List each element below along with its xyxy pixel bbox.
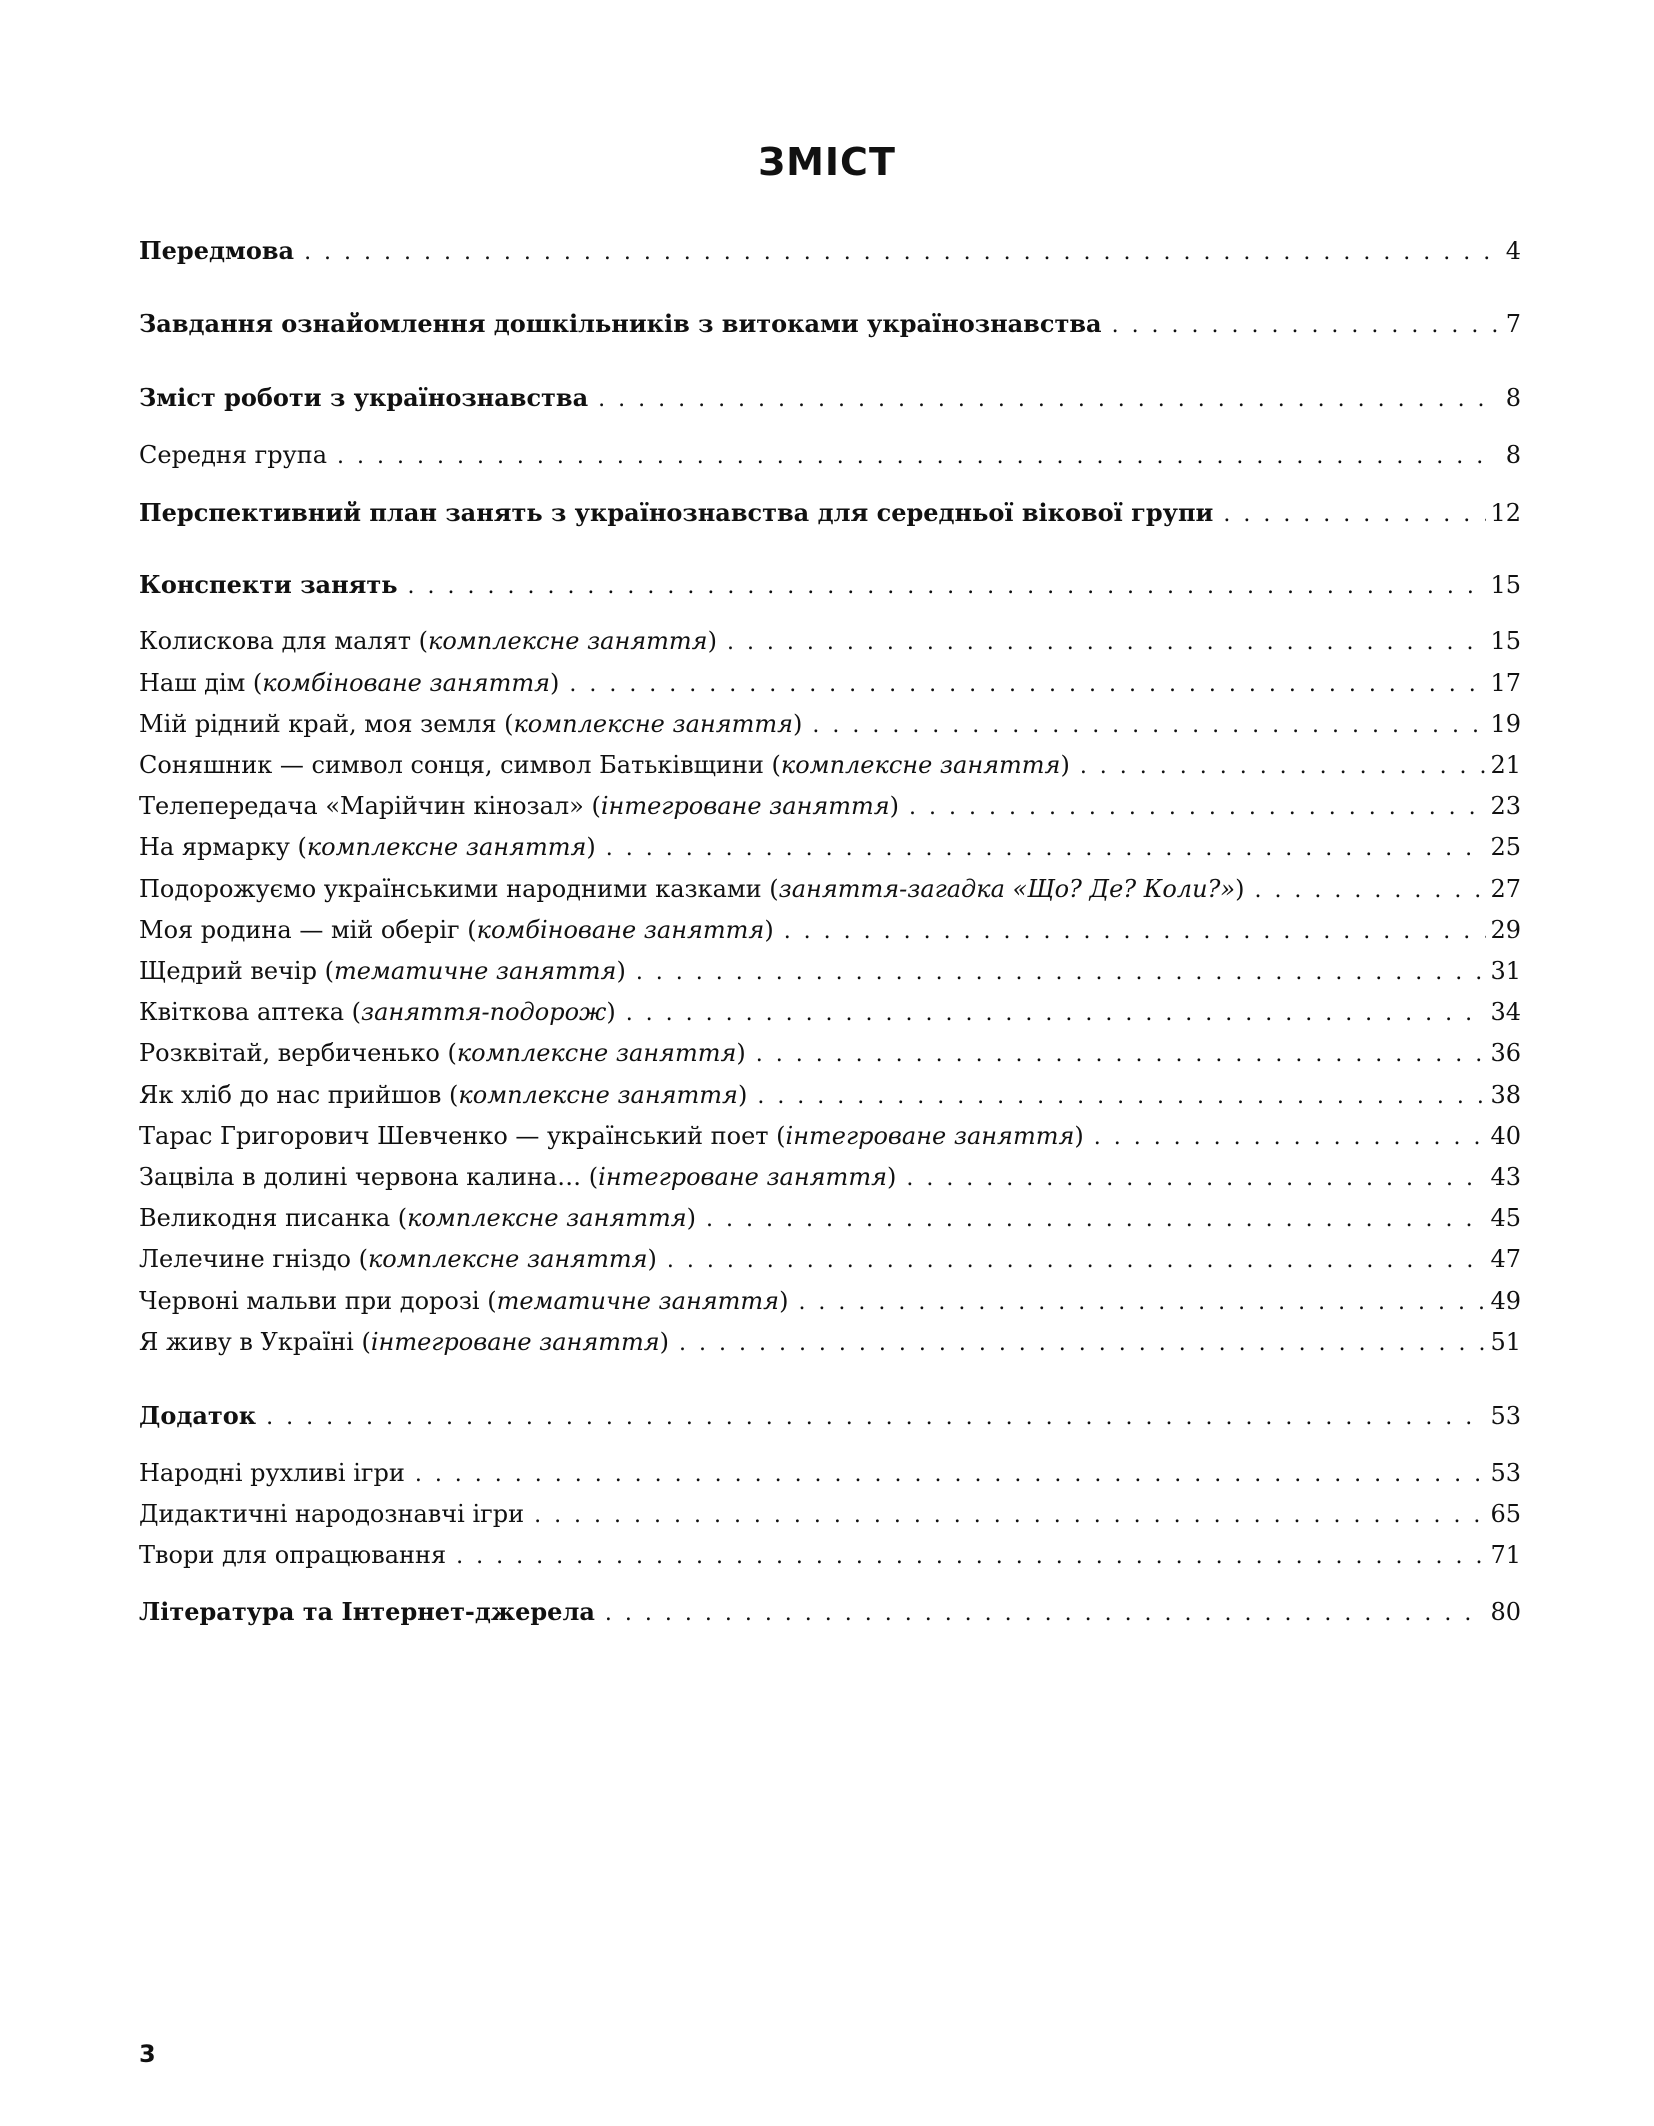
toc-entry-page: 45	[1490, 1204, 1521, 1232]
toc-entry-page: 80	[1490, 1598, 1521, 1626]
toc-entry-title: Передмова	[139, 236, 295, 265]
dot-leader	[906, 1160, 1486, 1196]
toc-entry	[139, 568, 1521, 602]
toc-entry	[139, 1399, 1521, 1433]
toc-entry-page: 49	[1490, 1287, 1521, 1315]
dot-leader	[534, 1497, 1486, 1533]
page-number: 3	[139, 2040, 156, 2068]
toc-entry-page: 34	[1490, 998, 1521, 1026]
dot-leader	[626, 995, 1487, 1031]
toc-entry-title: Соняшник — символ сонця, символ Батьківщини (комплексне заняття)	[139, 751, 1070, 779]
toc-entry-title: Моя родина — мій оберіг (комбіноване заняття)	[139, 916, 774, 944]
toc-entry-page: 43	[1490, 1163, 1521, 1191]
dot-leader	[1254, 872, 1486, 908]
toc-entry-page: 71	[1490, 1541, 1521, 1569]
toc-entry	[139, 913, 1521, 947]
dot-leader	[1223, 496, 1486, 532]
toc-entry	[139, 381, 1521, 415]
toc-entry-page: 53	[1490, 1459, 1521, 1487]
toc-entry-page: 4	[1505, 237, 1521, 265]
toc-entry-type: комбіноване заняття	[476, 916, 765, 944]
dot-leader	[909, 789, 1486, 825]
toc-entry-type: інтегроване заняття	[600, 792, 890, 820]
toc-entry	[139, 789, 1521, 823]
toc-entry-page: 51	[1490, 1328, 1521, 1356]
toc-entry-page: 27	[1490, 875, 1521, 903]
toc-entry	[139, 666, 1521, 700]
toc-entry-page: 23	[1490, 792, 1521, 820]
dot-leader	[757, 1078, 1486, 1114]
toc-entry-title: Телепередача «Марійчин кінозал» (інтегроване заняття)	[139, 792, 900, 820]
dot-leader	[415, 1456, 1487, 1492]
dot-leader	[798, 1284, 1486, 1320]
dot-leader	[569, 666, 1486, 702]
toc-entry-type: тематичне заняття	[333, 957, 617, 985]
toc-entry-title: Як хліб до нас прийшов (комплексне заняття)	[139, 1081, 748, 1109]
dot-leader	[784, 913, 1487, 949]
toc-entry-type: заняття-подорож	[361, 998, 607, 1026]
dot-leader	[727, 624, 1487, 660]
toc-entry-type: комплексне заняття	[367, 1245, 648, 1273]
toc-entry-title: Література та Інтернет-джерела	[139, 1597, 595, 1626]
toc-entry	[139, 872, 1521, 906]
toc-entry-title: Щедрий вечір (тематичне заняття)	[139, 957, 626, 985]
page-title: ЗМІСТ	[758, 140, 896, 184]
toc-entry-title: Твори для опрацювання	[139, 1541, 447, 1569]
toc-entry-page: 12	[1490, 499, 1521, 527]
dot-leader	[606, 830, 1487, 866]
toc-entry	[139, 1242, 1521, 1276]
toc-entry-title: Тарас Григорович Шевченко — український поет (інтегроване заняття)	[139, 1122, 1084, 1150]
table-of-contents	[139, 0, 1521, 2126]
toc-entry-type: комплексне заняття	[456, 1039, 737, 1067]
toc-entry-type: інтегроване заняття	[785, 1122, 1075, 1150]
dot-leader	[756, 1036, 1487, 1072]
toc-entry-type: комплексне заняття	[780, 751, 1061, 779]
dot-leader	[706, 1201, 1486, 1237]
toc-entry-type: комплексне заняття	[513, 710, 794, 738]
toc-entry-title: Подорожуємо українськими народними казками (заняття-загадка «Що? Де? Коли?»)	[139, 875, 1245, 903]
dot-leader	[408, 568, 1487, 604]
toc-entry-type: комплексне заняття	[428, 627, 708, 655]
dot-leader	[812, 707, 1486, 743]
toc-entry-title: Наш дім (комбіноване заняття)	[139, 669, 560, 697]
toc-entry	[139, 1078, 1521, 1112]
toc-entry-page: 31	[1490, 957, 1521, 985]
toc-entry	[139, 707, 1521, 741]
toc-entry-type: інтегроване заняття	[370, 1328, 660, 1356]
toc-entry-page: 36	[1490, 1039, 1521, 1067]
toc-entry-page: 25	[1490, 833, 1521, 861]
toc-entry-title: Середня група	[139, 441, 328, 469]
toc-entry-page: 15	[1490, 627, 1521, 655]
dot-leader	[636, 954, 1487, 990]
toc-entry-page: 8	[1505, 441, 1521, 469]
dot-leader	[304, 234, 1497, 270]
toc-entry	[139, 1595, 1521, 1629]
toc-entry	[139, 954, 1521, 988]
toc-entry	[139, 307, 1521, 341]
toc-entry-title: Квіткова аптека (заняття-подорож)	[139, 998, 616, 1026]
toc-entry	[139, 748, 1521, 782]
toc-entry-page: 15	[1490, 571, 1521, 599]
toc-entry	[139, 1538, 1521, 1572]
toc-entry-page: 38	[1490, 1081, 1521, 1109]
toc-entry	[139, 1160, 1521, 1194]
toc-entry-page: 7	[1505, 310, 1521, 338]
toc-entry	[139, 438, 1521, 472]
dot-leader	[598, 381, 1497, 417]
toc-entry-page: 53	[1490, 1402, 1521, 1430]
toc-entry	[139, 234, 1521, 268]
toc-entry-title: Червоні мальви при дорозі (тематичне заняття)	[139, 1287, 789, 1315]
toc-entry-title: Колискова для малят (комплексне заняття)	[139, 627, 717, 655]
toc-entry-title: На ярмарку (комплексне заняття)	[139, 833, 596, 861]
toc-entry-type: заняття-загадка «Що? Де? Коли?»	[778, 875, 1236, 903]
toc-entry-type: комбіноване заняття	[262, 669, 550, 697]
toc-entry-page: 29	[1490, 916, 1521, 944]
toc-entry-title: Великодня писанка (комплексне заняття)	[139, 1204, 697, 1232]
toc-entry-title: Народні рухливі ігри	[139, 1459, 405, 1487]
toc-entry	[139, 496, 1521, 530]
toc-entry-type: тематичне заняття	[496, 1287, 780, 1315]
toc-entry-title: Зміст роботи з українознавства	[139, 383, 589, 412]
toc-entry-type: інтегроване заняття	[598, 1163, 887, 1191]
toc-entry	[139, 1119, 1521, 1153]
dot-leader	[1080, 748, 1487, 784]
toc-entry-title: Дидактичні народознавчі ігри	[139, 1500, 525, 1528]
toc-entry-title: Зацвіла в долині червона калина… (інтегроване заняття)	[139, 1163, 897, 1191]
toc-entry-title: Мій рідний край, моя земля (комплексне заняття)	[139, 710, 803, 738]
toc-entry	[139, 995, 1521, 1029]
toc-entry-page: 40	[1490, 1122, 1521, 1150]
toc-entry	[139, 1497, 1521, 1531]
toc-entry-page: 8	[1505, 384, 1521, 412]
toc-entry-page: 47	[1490, 1245, 1521, 1273]
toc-entry-type: комплексне заняття	[407, 1204, 687, 1232]
dot-leader	[679, 1325, 1486, 1361]
toc-entry	[139, 830, 1521, 864]
toc-entry	[139, 1201, 1521, 1235]
toc-entry-title: Додаток	[139, 1401, 257, 1430]
toc-entry	[139, 1325, 1521, 1359]
toc-entry-title: Конспекти занять	[139, 570, 398, 599]
toc-entry-page: 21	[1490, 751, 1521, 779]
toc-entry-page: 17	[1490, 669, 1521, 697]
dot-leader	[266, 1399, 1486, 1435]
dot-leader	[456, 1538, 1486, 1574]
toc-entry-page: 19	[1490, 710, 1521, 738]
toc-entry	[139, 1036, 1521, 1070]
toc-entry-type: комплексне заняття	[306, 833, 587, 861]
toc-entry-page: 65	[1490, 1500, 1521, 1528]
toc-entry-title: Перспективний план занять з українознавства для середньої вікової групи	[139, 498, 1214, 527]
dot-leader	[605, 1595, 1487, 1631]
toc-entry	[139, 1284, 1521, 1318]
toc-entry-type: комплексне заняття	[458, 1081, 738, 1109]
toc-entry-title: Розквітай, вербиченько (комплексне заняття)	[139, 1039, 746, 1067]
dot-leader	[1094, 1119, 1487, 1155]
toc-entry-title: Лелечине гніздо (комплексне заняття)	[139, 1245, 657, 1273]
toc-entry-title: Завдання ознайомлення дошкільників з витоками українознавства	[139, 309, 1102, 338]
dot-leader	[1112, 307, 1497, 343]
dot-leader	[667, 1242, 1487, 1278]
toc-entry	[139, 624, 1521, 658]
toc-entry	[139, 1456, 1521, 1490]
dot-leader	[337, 438, 1497, 474]
toc-entry-title: Я живу в Україні (інтегроване заняття)	[139, 1328, 670, 1356]
